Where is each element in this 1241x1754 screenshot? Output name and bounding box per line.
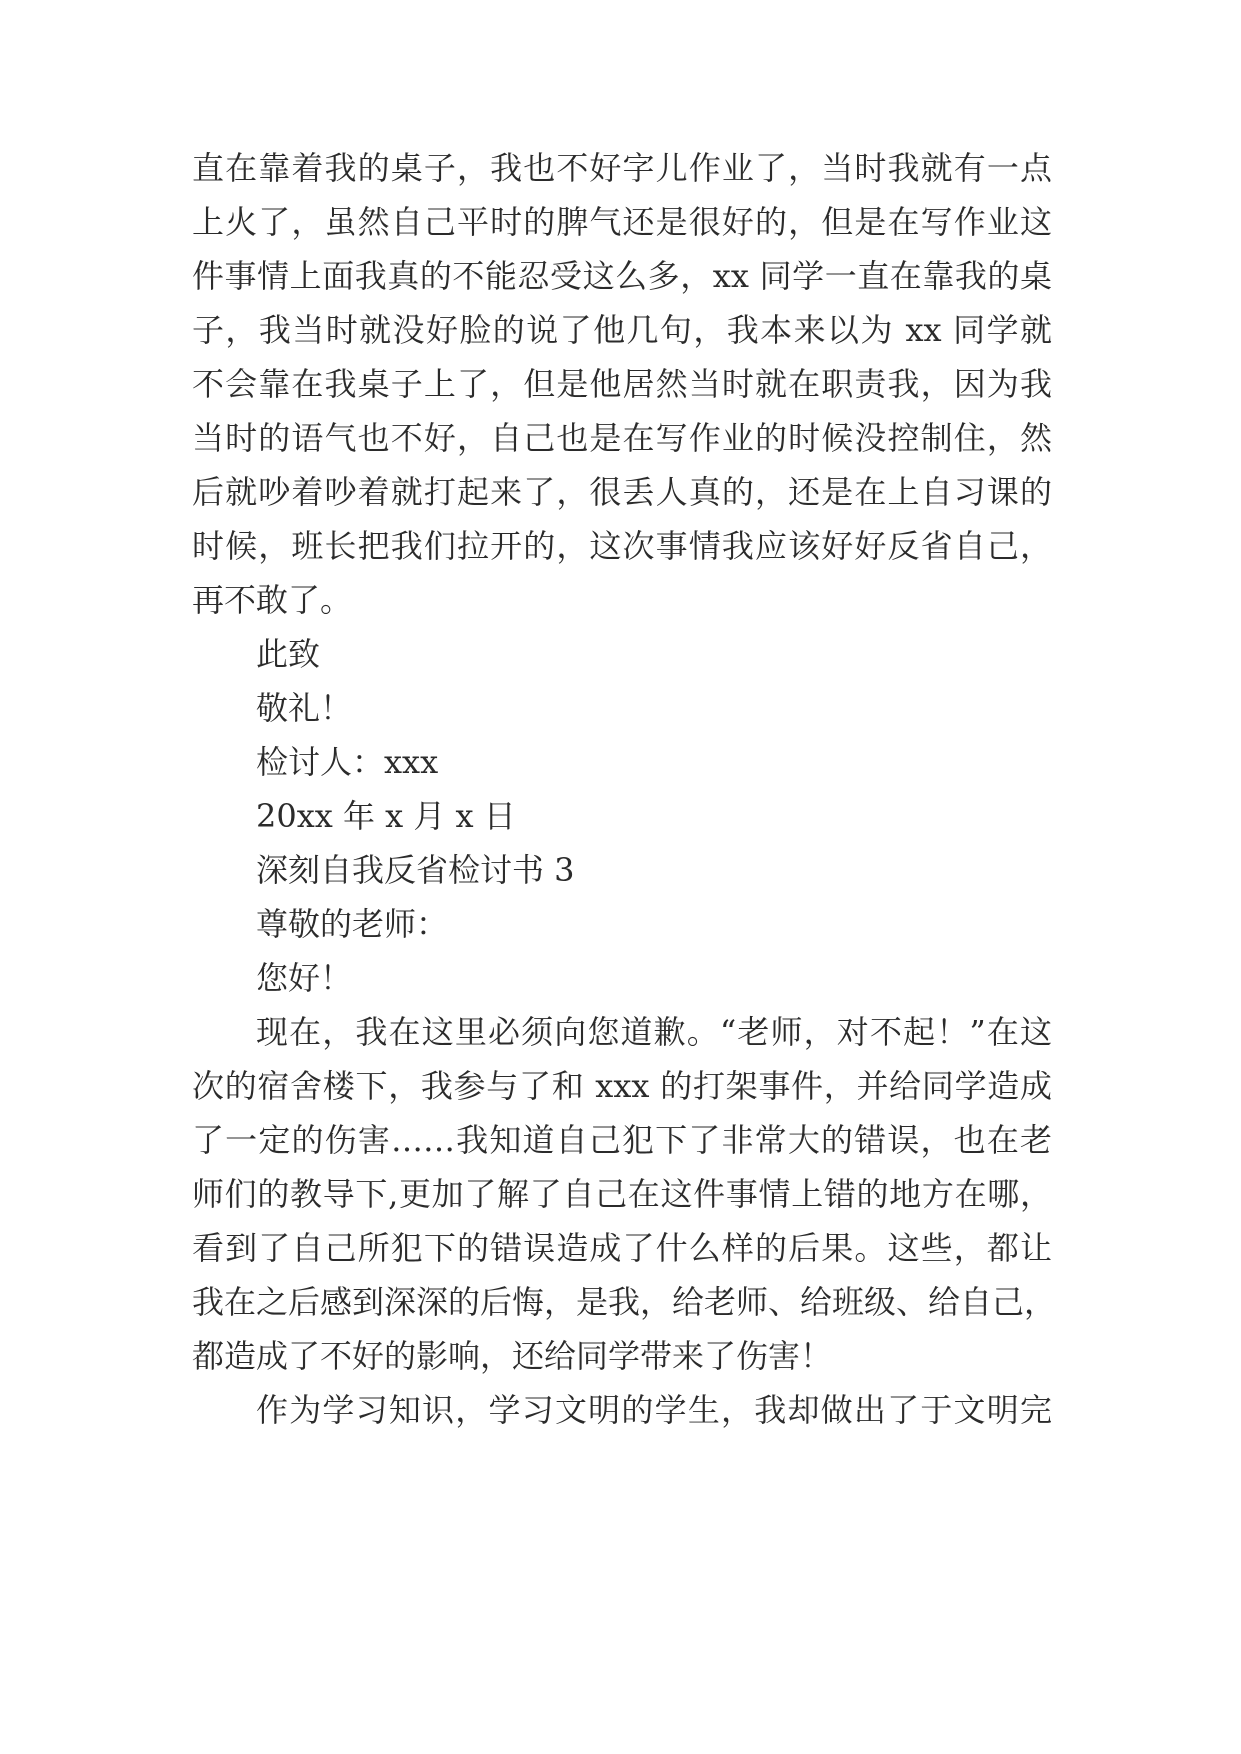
paragraph-line: 当时的语气也不好，自己也是在写作业的时候没控制住，然 [192, 419, 1052, 457]
date-line: 20xx 年 x 月 x 日 [256, 797, 516, 835]
paragraph-line: 后就吵着吵着就打起来了，很丢人真的，还是在上自习课的 [192, 473, 1052, 511]
closing-line: 此致 [256, 635, 321, 673]
paragraph-line: 直在靠着我的桌子，我也不好字儿作业了，当时我就有一点 [192, 149, 1052, 187]
signer-line: 检讨人：xxx [256, 743, 439, 781]
salutation: 尊敬的老师： [256, 905, 449, 943]
paragraph-line: 都造成了不好的影响，还给同学带来了伤害！ [192, 1337, 833, 1375]
paragraph-line: 时候，班长把我们拉开的，这次事情我应该好好反省自己， [192, 527, 1052, 565]
section-title: 深刻自我反省检讨书 3 [256, 851, 575, 889]
paragraph-line: 现在，我在这里必须向您道歉。“老师，对不起！”在这 [256, 1013, 1052, 1051]
paragraph-line: 次的宿舍楼下，我参与了和 xxx 的打架事件，并给同学造成 [192, 1067, 1052, 1105]
paragraph-line: 了一定的伤害……我知道自己犯下了非常大的错误，也在老 [192, 1121, 1052, 1159]
paragraph-line: 再不敢了。 [192, 581, 353, 619]
closing-line: 敬礼！ [256, 689, 353, 727]
paragraph-line: 上火了，虽然自己平时的脾气还是很好的，但是在写作业这 [192, 203, 1052, 241]
paragraph-line: 作为学习知识，学习文明的学生，我却做出了于文明完 [256, 1391, 1052, 1429]
paragraph-line: 我在之后感到深深的后悔，是我，给老师、给班级、给自己， [192, 1283, 1057, 1321]
paragraph-line: 子，我当时就没好脸的说了他几句，我本来以为 xx 同学就 [192, 311, 1052, 349]
paragraph-line: 不会靠在我桌子上了，但是他居然当时就在职责我，因为我 [192, 365, 1052, 403]
paragraph-line: 看到了自己所犯下的错误造成了什么样的后果。这些，都让 [192, 1229, 1052, 1267]
paragraph-line: 师们的教导下,更加了解了自己在这件事情上错的地方在哪， [192, 1175, 1052, 1213]
greeting: 您好！ [256, 959, 353, 997]
paragraph-line: 件事情上面我真的不能忍受这么多，xx 同学一直在靠我的桌 [192, 257, 1052, 295]
